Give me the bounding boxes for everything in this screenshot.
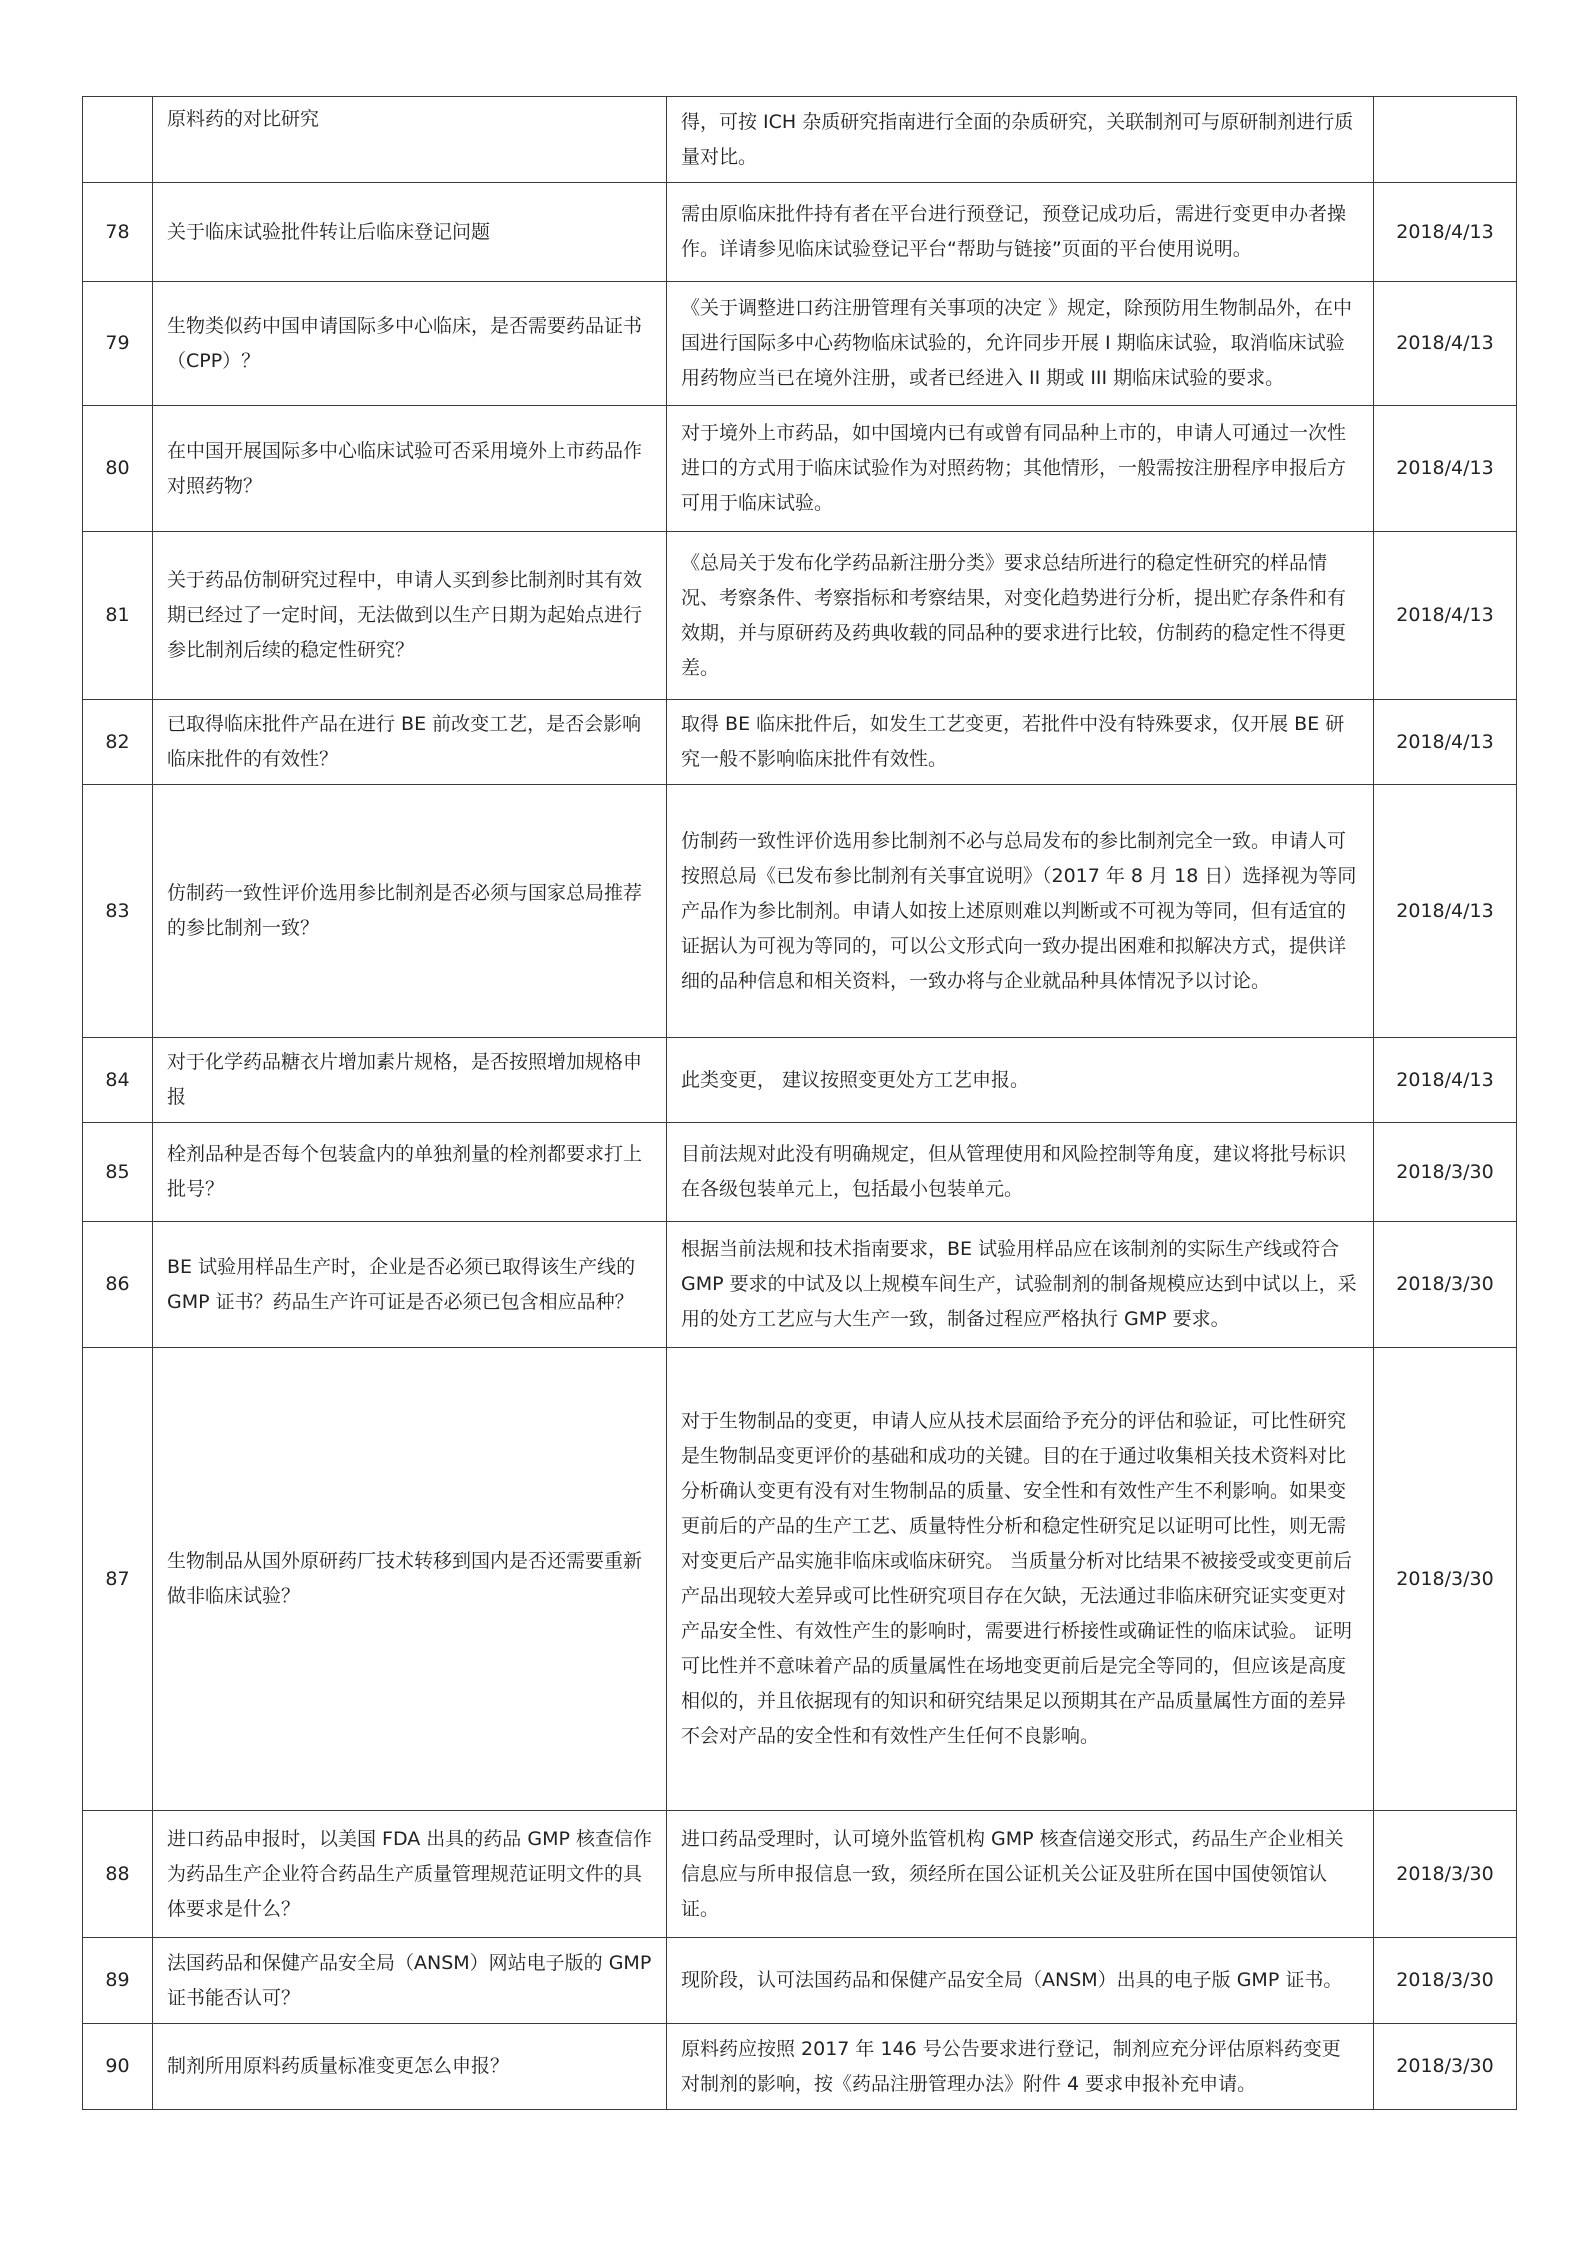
row-number: 81 — [83, 532, 153, 700]
question-cell: 进口药品申报时，以美国 FDA 出具的药品 GMP 核查信作为药品生产企业符合药品生产质量管理规范证明文件的具体要求是什么？ — [153, 1811, 667, 1938]
answer-cell: 仿制药一致性评价选用参比制剂不必与总局发布的参比制剂完全一致。申请人可按照总局《已发布参比制剂有关事宜说明》（2017 年 8 月 18 日）选择视为等同产品作为参比制剂。申请人如按上述原则难以判断或不可视为等同，但有适宜的证据认为可视为等同的，可以公文形式向一致办提出困难和拟解决方式，提供详细的品种信息和相关资料，一致办将与企业就品种具体情况予以讨论。 — [667, 785, 1374, 1038]
table-row — [83, 183, 1517, 282]
row-number: 79 — [83, 282, 153, 406]
answer-cell: 《关于调整进口药注册管理有关事项的决定 》规定，除预防用生物制品外，在中国进行国际多中心药物临床试验的，允许同步开展 I 期临床试验，取消临床试验用药物应当已在境外注册，或者已经进入 II 期或 III 期临床试验的要求。 — [667, 282, 1374, 406]
row-number: 82 — [83, 700, 153, 785]
question-cell: 生物类似药中国申请国际多中心临床，是否需要药品证书（CPP）？ — [153, 282, 667, 406]
table-row — [83, 1222, 1517, 1348]
table-row — [83, 282, 1517, 406]
table-row — [83, 1811, 1517, 1938]
date-cell: 2018/4/13 — [1374, 282, 1517, 406]
row-number: 87 — [83, 1348, 153, 1811]
table-row — [83, 2024, 1517, 2110]
answer-cell: 《总局关于发布化学药品新注册分类》要求总结所进行的稳定性研究的样品情况、考察条件、考察指标和考察结果，对变化趋势进行分析，提出贮存条件和有效期，并与原研药及药典收载的同品种的要求进行比较，仿制药的稳定性不得更差。 — [667, 532, 1374, 700]
answer-cell: 现阶段，认可法国药品和保健产品安全局（ANSM）出具的电子版 GMP 证书。 — [667, 1938, 1374, 2024]
row-number: 88 — [83, 1811, 153, 1938]
qa-table-body — [83, 97, 1517, 2110]
answer-cell: 取得 BE 临床批件后，如发生工艺变更，若批件中没有特殊要求，仅开展 BE 研究一般不影响临床批件有效性。 — [667, 700, 1374, 785]
question-cell: 已取得临床批件产品在进行 BE 前改变工艺，是否会影响临床批件的有效性？ — [153, 700, 667, 785]
answer-cell: 根据当前法规和技术指南要求，BE 试验用样品应在该制剂的实际生产线或符合 GMP 要求的中试及以上规模车间生产，试验制剂的制备规模应达到中试以上，采用的处方工艺应与大生产一致，制备过程应严格执行 GMP 要求。 — [667, 1222, 1374, 1348]
date-cell: 2018/3/30 — [1374, 1811, 1517, 1938]
answer-cell: 目前法规对此没有明确规定，但从管理使用和风险控制等角度，建议将批号标识在各级包装单元上，包括最小包装单元。 — [667, 1123, 1374, 1222]
date-cell: 2018/3/30 — [1374, 1222, 1517, 1348]
row-number: 78 — [83, 183, 153, 282]
question-cell: 关于药品仿制研究过程中，申请人买到参比制剂时其有效期已经过了一定时间，无法做到以生产日期为起始点进行参比制剂后续的稳定性研究？ — [153, 532, 667, 700]
date-cell: 2018/4/13 — [1374, 406, 1517, 532]
date-cell: 2018/4/13 — [1374, 183, 1517, 282]
row-number: 86 — [83, 1222, 153, 1348]
answer-cell: 进口药品受理时，认可境外监管机构 GMP 核查信递交形式，药品生产企业相关信息应与所申报信息一致，须经所在国公证机关公证及驻所在国中国使领馆认证。 — [667, 1811, 1374, 1938]
date-cell: 2018/4/13 — [1374, 700, 1517, 785]
question-cell: 生物制品从国外原研药厂技术转移到国内是否还需要重新做非临床试验？ — [153, 1348, 667, 1811]
question-cell: 制剂所用原料药质量标准变更怎么申报？ — [153, 2024, 667, 2110]
row-number: 85 — [83, 1123, 153, 1222]
question-cell: 原料药的对比研究 — [153, 97, 667, 183]
date-cell: 2018/4/13 — [1374, 1038, 1517, 1123]
question-cell: 栓剂品种是否每个包装盒内的单独剂量的栓剂都要求打上批号？ — [153, 1123, 667, 1222]
question-cell: 对于化学药品糖衣片增加素片规格，是否按照增加规格申报 — [153, 1038, 667, 1123]
row-number: 84 — [83, 1038, 153, 1123]
table-row — [83, 532, 1517, 700]
question-cell: BE 试验用样品生产时，企业是否必须已取得该生产线的 GMP 证书？药品生产许可证是否必须已包含相应品种？ — [153, 1222, 667, 1348]
qa-table — [82, 96, 1517, 2110]
date-cell: 2018/3/30 — [1374, 2024, 1517, 2110]
date-cell — [1374, 97, 1517, 183]
answer-cell: 需由原临床批件持有者在平台进行预登记，预登记成功后，需进行变更申办者操作。详请参见临床试验登记平台“帮助与链接”页面的平台使用说明。 — [667, 183, 1374, 282]
table-row — [83, 97, 1517, 183]
answer-cell: 对于境外上市药品，如中国境内已有或曾有同品种上市的，申请人可通过一次性进口的方式用于临床试验作为对照药物；其他情形，一般需按注册程序申报后方可用于临床试验。 — [667, 406, 1374, 532]
table-row — [83, 1123, 1517, 1222]
row-number: 89 — [83, 1938, 153, 2024]
answer-cell: 对于生物制品的变更，申请人应从技术层面给予充分的评估和验证，可比性研究是生物制品变更评价的基础和成功的关键。目的在于通过收集相关技术资料对比分析确认变更有没有对生物制品的质量、安全性和有效性产生不利影响。如果变更前后的产品的生产工艺、质量特性分析和稳定性研究足以证明可比性，则无需对变更后产品实施非临床或临床研究。 当质量分析对比结果不被接受或变更前后产品出现较大差异或可比性研究项目存在欠缺，无法通过非临床研究证实变更对产品安全性、有效性产生的影响时，需要进行桥接性或确证性的临床试验。 证明可比性并不意味着产品的质量属性在场地变更前后是完全等同的，但应该是高度相似的，并且依据现有的知识和研究结果足以预期其在产品质量属性方面的差异不会对产品的安全性和有效性产生任何不良影响。 — [667, 1348, 1374, 1811]
table-row — [83, 1938, 1517, 2024]
question-cell: 仿制药一致性评价选用参比制剂是否必须与国家总局推荐的参比制剂一致？ — [153, 785, 667, 1038]
row-number — [83, 97, 153, 183]
table-row — [83, 406, 1517, 532]
date-cell: 2018/3/30 — [1374, 1123, 1517, 1222]
row-number: 90 — [83, 2024, 153, 2110]
row-number: 80 — [83, 406, 153, 532]
answer-cell: 原料药应按照 2017 年 146 号公告要求进行登记，制剂应充分评估原料药变更对制剂的影响，按《药品注册管理办法》附件 4 要求申报补充申请。 — [667, 2024, 1374, 2110]
date-cell: 2018/4/13 — [1374, 532, 1517, 700]
question-cell: 法国药品和保健产品安全局（ANSM）网站电子版的 GMP 证书能否认可？ — [153, 1938, 667, 2024]
table-row — [83, 700, 1517, 785]
date-cell: 2018/3/30 — [1374, 1348, 1517, 1811]
date-cell: 2018/4/13 — [1374, 785, 1517, 1038]
question-cell: 关于临床试验批件转让后临床登记问题 — [153, 183, 667, 282]
date-cell: 2018/3/30 — [1374, 1938, 1517, 2024]
table-row — [83, 1348, 1517, 1811]
row-number: 83 — [83, 785, 153, 1038]
table-row — [83, 1038, 1517, 1123]
answer-cell: 此类变更， 建议按照变更处方工艺申报。 — [667, 1038, 1374, 1123]
answer-cell: 得，可按 ICH 杂质研究指南进行全面的杂质研究，关联制剂可与原研制剂进行质量对比。 — [667, 97, 1374, 183]
table-row — [83, 785, 1517, 1038]
question-cell: 在中国开展国际多中心临床试验可否采用境外上市药品作对照药物？ — [153, 406, 667, 532]
